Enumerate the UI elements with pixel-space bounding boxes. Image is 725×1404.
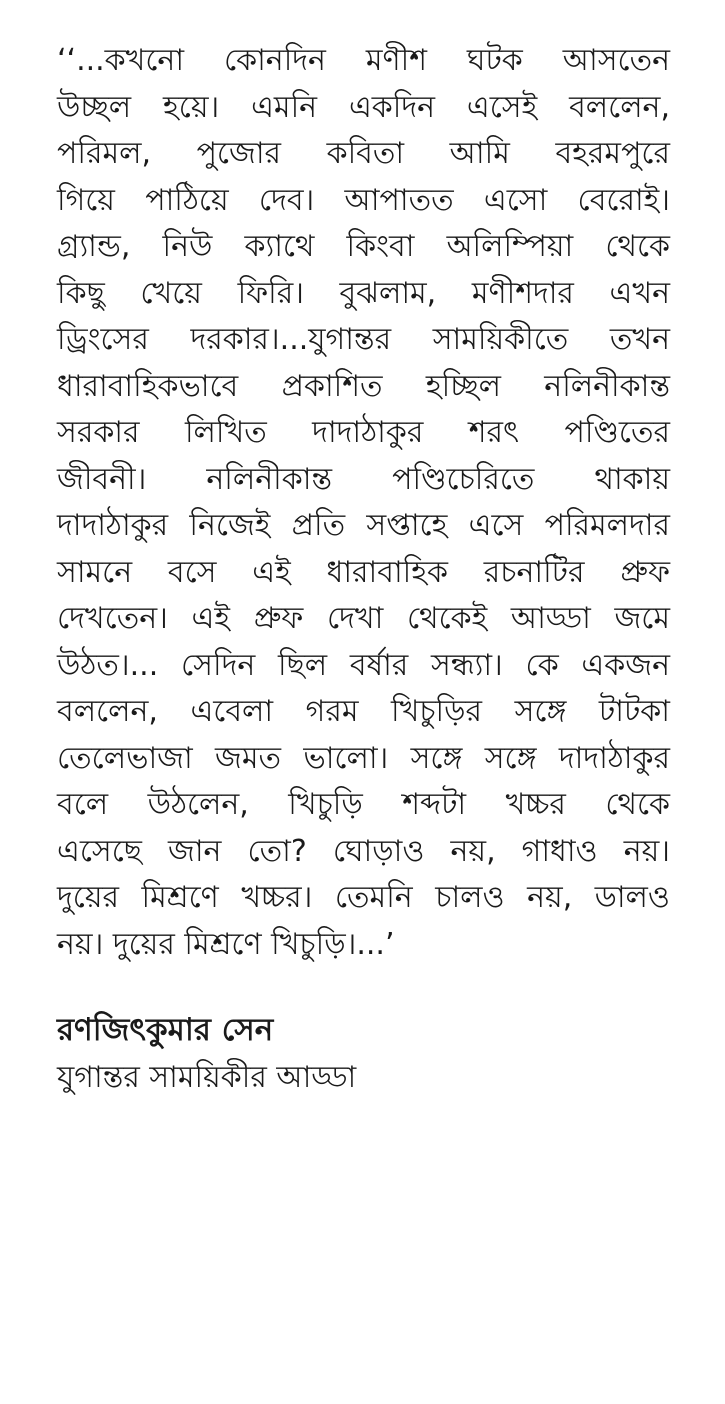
quote-line: বলে উঠলেন, খিচুড়ি শব্দটা খচ্চর থেকে — [57, 787, 670, 822]
quote-paragraph — [57, 38, 670, 968]
author-name: রণজিৎকুমার সেন — [57, 1012, 274, 1048]
quote-line: উঠত।... সেদিন ছিল বর্ষার সন্ধ্যা। কে একজন — [57, 647, 670, 683]
quote-line: কিছু খেয়ে ফিরি। বুঝলাম, মণীশদার এখন — [57, 275, 670, 311]
quote-line: পরিমল, পুজোর কবিতা আমি বহরমপুরে — [57, 136, 670, 171]
quote-line: নয়। দুয়ের মিশ্রণে খিচুড়ি।...’ — [57, 926, 395, 962]
quote-line: দুয়ের মিশ্রণে খচ্চর। তেমনি চালও নয়, ডালও — [57, 880, 670, 915]
quote-line: বললেন, এবেলা গরম খিচুড়ির সঙ্গে টাটকা — [57, 694, 670, 729]
attribution — [57, 1006, 670, 1102]
quote-line: দেখতেন। এই প্রুফ দেখা থেকেই আড্ডা জমে — [57, 601, 670, 636]
quote-line: দাদাঠাকুর নিজেই প্রতি সপ্তাহে এসে পরিমলদার — [57, 508, 670, 543]
quote-line: গ্র্যান্ড, নিউ ক্যাথে কিংবা অলিম্পিয়া থেকে — [57, 229, 670, 264]
quote-line: ‘‘...কখনো কোনদিন মণীশ ঘটক আসতেন — [57, 43, 670, 78]
quote-line: সামনে বসে এই ধারাবাহিক রচনাটির প্রুফ — [57, 554, 670, 590]
quote-line: ড্রিংসের দরকার।...যুগান্তর সাময়িকীতে তখন — [57, 322, 670, 357]
quote-line: এসেছে জান তো? ঘোড়াও নয়, গাধাও নয়। — [57, 833, 670, 869]
quote-line: উচ্ছল হয়ে। এমনি একদিন এসেই বললেন, — [57, 89, 670, 125]
quote-line: সরকার লিখিত দাদাঠাকুর শরৎ পণ্ডিতের — [57, 415, 670, 450]
quote-line: জীবনী। নলিনীকান্ত পণ্ডিচেরিতে থাকায় — [57, 461, 670, 497]
quote-line: ধারাবাহিকভাবে প্রকাশিত হচ্ছিল নলিনীকান্ত — [57, 368, 670, 404]
source-title: যুগান্তর সাময়িকীর আড্ডা — [57, 1060, 357, 1095]
quote-line: তেলেভাজা জমত ভালো। সঙ্গে সঙ্গে দাদাঠাকুর — [57, 740, 670, 776]
quote-line: গিয়ে পাঠিয়ে দেব। আপাতত এসো বেরোই। — [57, 182, 670, 218]
